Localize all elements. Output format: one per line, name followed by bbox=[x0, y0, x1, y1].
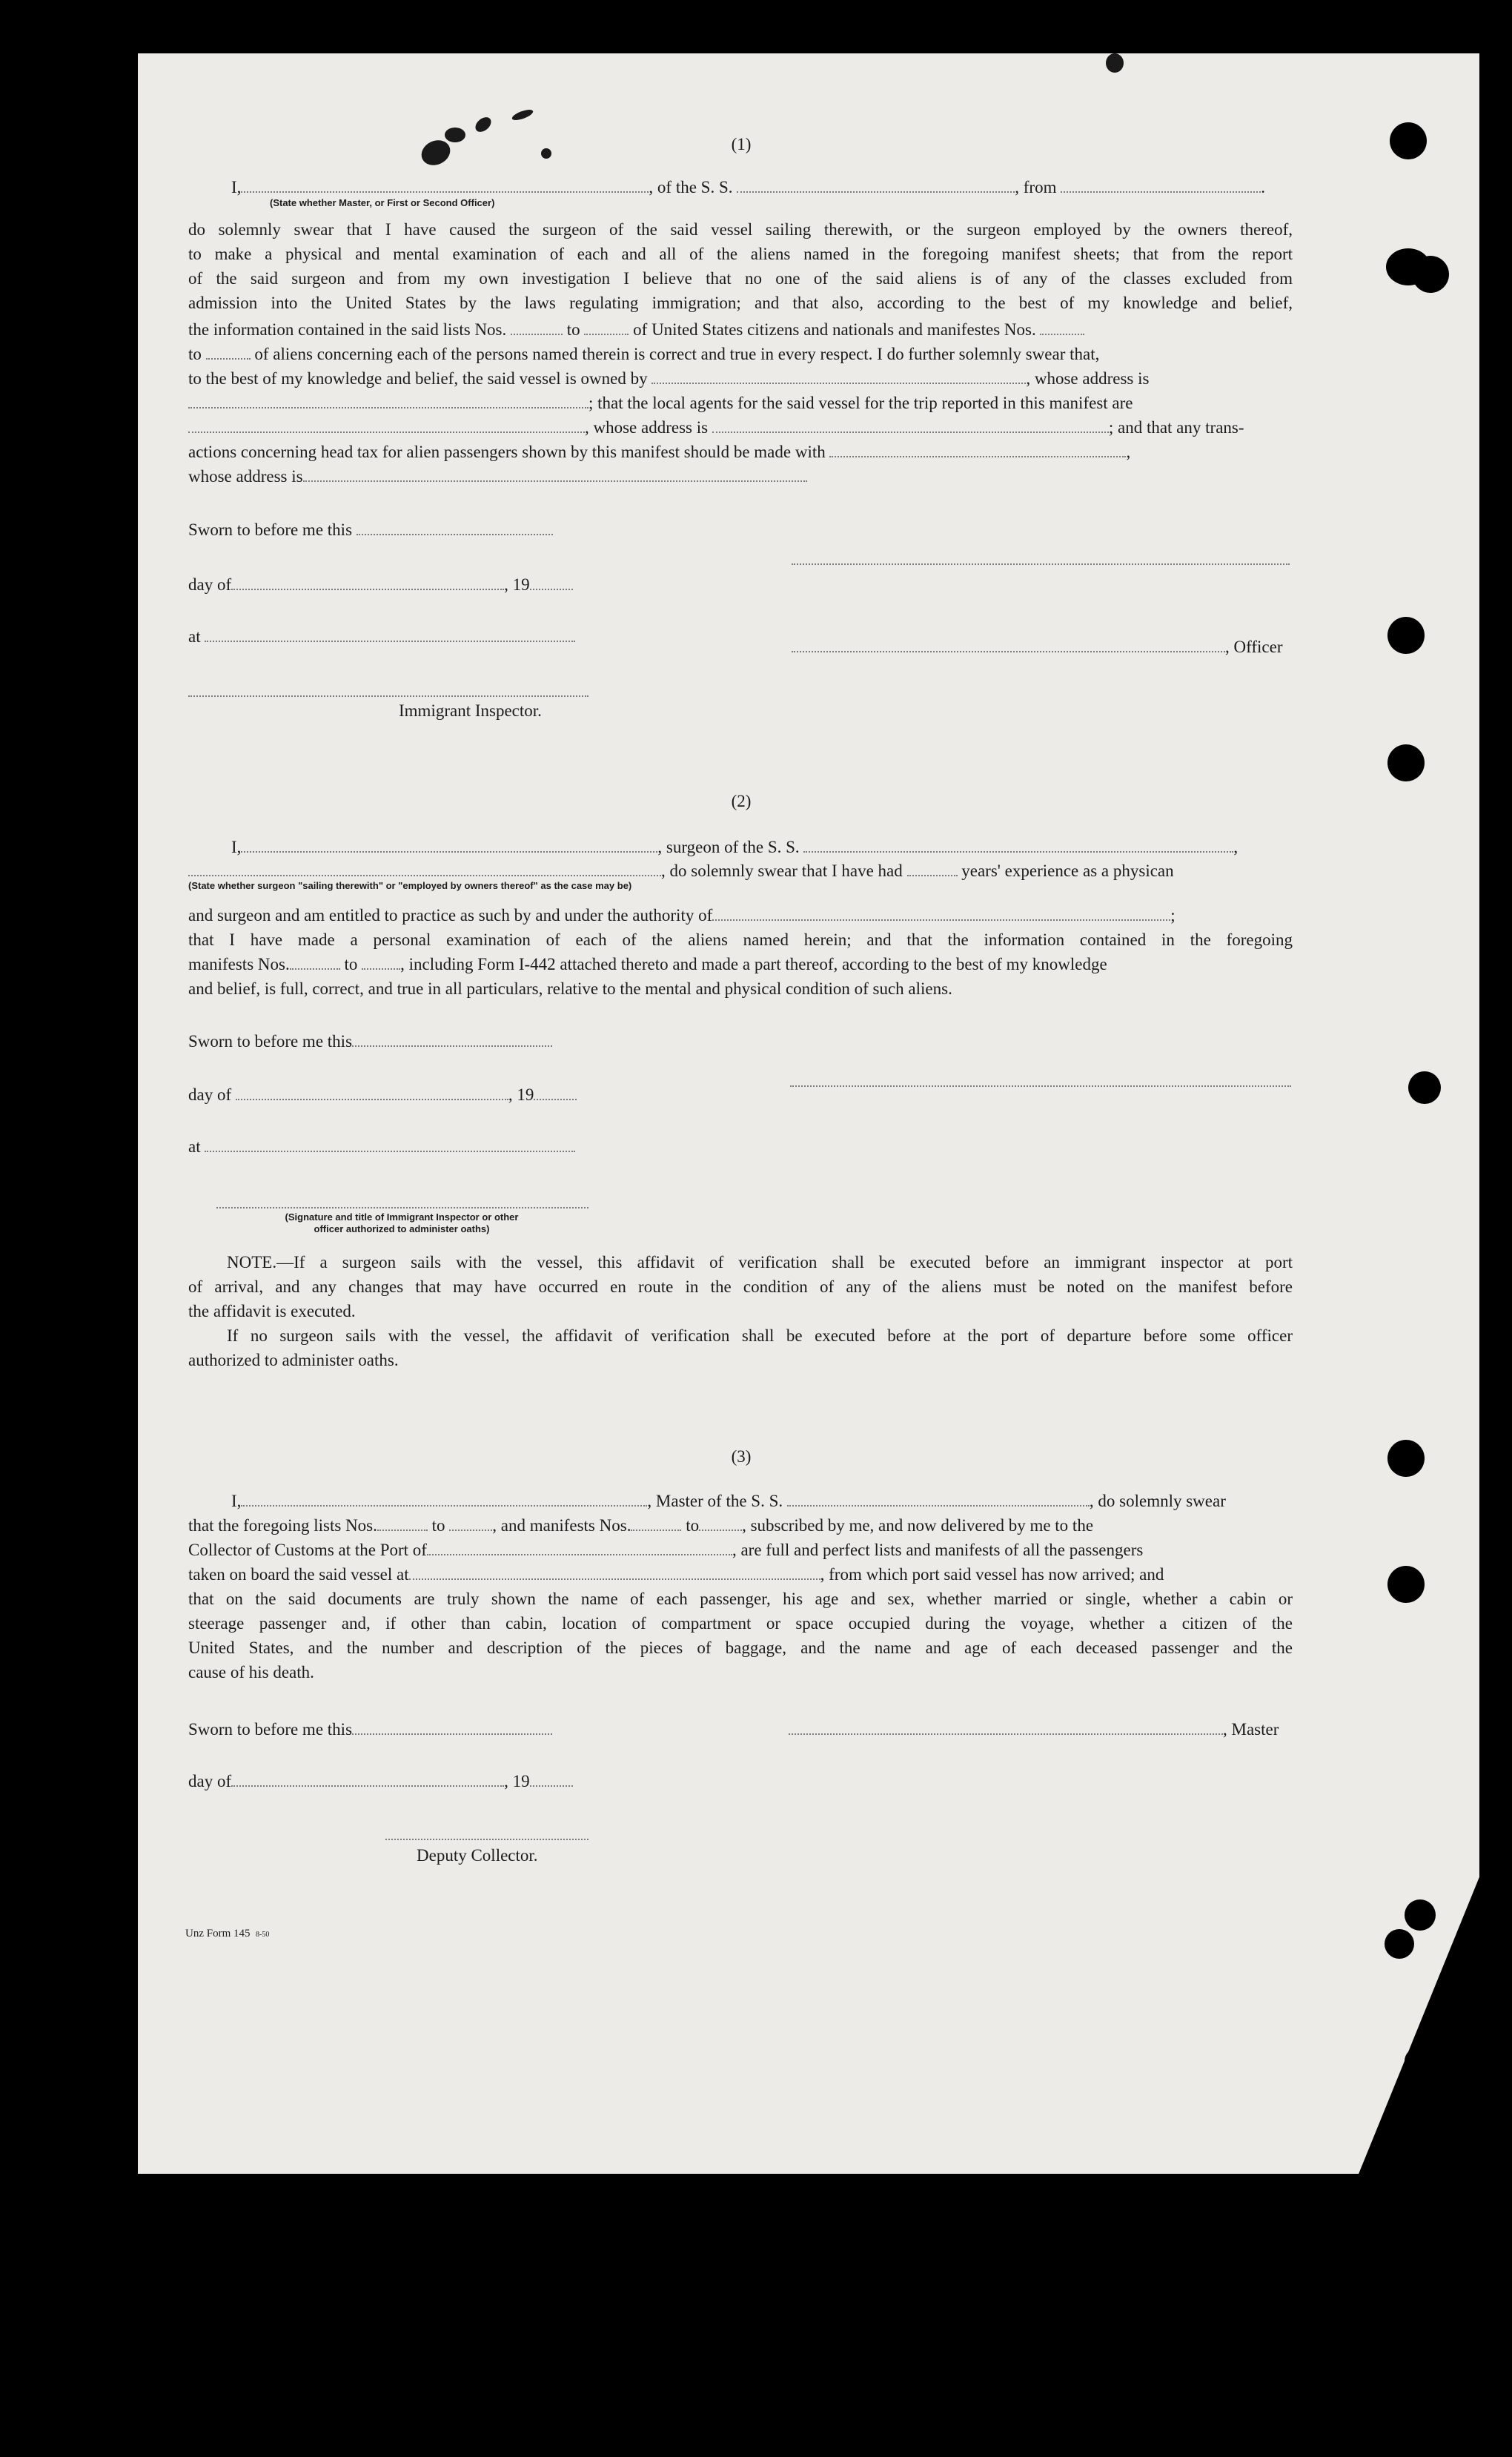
officer-name-field[interactable] bbox=[241, 179, 649, 193]
year-field[interactable] bbox=[534, 1087, 577, 1100]
departure-port-field[interactable] bbox=[1061, 179, 1261, 193]
agents-line: ; that the local agents for the said vessel for the trip reported in this manifest are bbox=[188, 391, 1293, 415]
embarkation-port-field[interactable] bbox=[409, 1567, 820, 1580]
agents-address-field[interactable] bbox=[712, 420, 1109, 433]
note-paragraph: NOTE.—If a surgeon sails with the vessel, this affidavit of verification shall be executed before an immigrant inspector at port of arrival, and any changes that may have occurred en route in the condition of any of the aliens must be noted on the manifest before bbox=[188, 1253, 1293, 1296]
master-signature-field[interactable] bbox=[789, 1722, 1223, 1735]
master-name-field[interactable] bbox=[241, 1493, 647, 1507]
master-signature: , Master bbox=[789, 1717, 1279, 1742]
master-affidavit-line-1: I, , of the S. S. , from . bbox=[231, 178, 1265, 196]
sworn-line: Sworn to before me this bbox=[188, 517, 553, 542]
agents-address-line: , whose address is ; and that any trans- bbox=[188, 415, 1293, 440]
master-declaration-line-2: that the foregoing lists Nos. to , and manifests Nos. to , subscribed by me, and now delivered by me to the bbox=[188, 1516, 1094, 1535]
place-line: at bbox=[188, 1134, 575, 1159]
surgeon-examination-line: that I have made a personal examination of each of the aliens named herein; and that the information contained in the foregoing bbox=[188, 930, 1293, 949]
punch-hole bbox=[1405, 1899, 1436, 1931]
punch-hole bbox=[1408, 1071, 1441, 1104]
place-field[interactable] bbox=[205, 1139, 575, 1152]
punch-hole bbox=[1387, 1440, 1425, 1477]
punch-hole bbox=[1387, 744, 1425, 781]
customs-port-field[interactable] bbox=[427, 1542, 732, 1555]
ink-blot bbox=[445, 128, 465, 142]
master-vessel-field[interactable] bbox=[787, 1493, 1090, 1507]
vessel-name-field[interactable] bbox=[737, 179, 1015, 193]
master-declaration-line-4: taken on board the said vessel at , from which port said vessel has now arrived; and bbox=[188, 1565, 1164, 1584]
years-experience-field[interactable] bbox=[907, 863, 958, 876]
aliens-to-field[interactable] bbox=[206, 346, 251, 360]
master-declaration-line-3: Collector of Customs at the Port of , are full and perfect lists and manifests of all the passengers bbox=[188, 1541, 1144, 1559]
sworn-line: Sworn to before me this bbox=[188, 1717, 552, 1742]
surgeon-name-field[interactable] bbox=[241, 839, 657, 853]
ink-blot bbox=[1106, 53, 1124, 73]
master-declaration-end: cause of his death. bbox=[188, 1663, 314, 1681]
head-tax-line: actions concerning head tax for alien passengers shown by this manifest should be made with , bbox=[188, 443, 1131, 461]
punch-hole bbox=[1385, 1929, 1414, 1959]
master-declaration-body: that on the said documents are truly shown the name of each passenger, his age and sex, whether married or single, whether a cabin or steerage passenger and, if other than cabin, location of compartment or space occupied during the voyage, whether a citizen of the United States, and the number and description of the pieces of baggage, and the name and age of each deceased passenger and the bbox=[188, 1590, 1293, 1657]
note-paragraph-2-end: authorized to administer oaths. bbox=[188, 1351, 399, 1369]
note-paragraph-end: the affidavit is executed. bbox=[188, 1302, 356, 1320]
inspector-signature-line[interactable] bbox=[188, 694, 588, 697]
owner-line: to the best of my knowledge and belief, the said vessel is owned by , whose address is bbox=[188, 369, 1150, 388]
deputy-collector-title: Deputy Collector. bbox=[417, 1846, 538, 1865]
surgeon-vessel-field[interactable] bbox=[803, 839, 1233, 853]
date-line: day of , 19 bbox=[188, 1769, 573, 1793]
punch-hole bbox=[1390, 122, 1427, 159]
section-heading: (2) bbox=[731, 792, 752, 810]
section-heading: (1) bbox=[731, 135, 752, 153]
manifests-to-field[interactable] bbox=[699, 1518, 742, 1531]
manifest-nos-field[interactable] bbox=[1040, 322, 1084, 335]
surgeon-status-note: (State whether surgeon "sailing therewith" or "employed by owners thereof" as the case may be) bbox=[188, 880, 632, 891]
sworn-line: Sworn to before me this bbox=[188, 1029, 552, 1054]
date-line: day of , 19 bbox=[188, 1082, 577, 1107]
place-field[interactable] bbox=[205, 629, 575, 642]
surgeon-affidavit-line-1: I, , surgeon of the S. S. , bbox=[231, 838, 1239, 856]
month-field[interactable] bbox=[231, 577, 504, 590]
surgeon-status-field[interactable] bbox=[188, 863, 661, 876]
surgeon-manifests-line: manifests Nos. to , including Form I-442 attached thereto and made a part thereof, according to the best of my knowledge bbox=[188, 955, 1107, 973]
inspector-signature-line[interactable] bbox=[216, 1206, 588, 1208]
punch-hole bbox=[1387, 1566, 1425, 1603]
place-line: at bbox=[188, 624, 575, 649]
sworn-day-field[interactable] bbox=[352, 1034, 552, 1047]
deputy-signature-line[interactable] bbox=[385, 1837, 588, 1840]
signature-title-note: (Signature and title of Immigrant Inspector or other officer authorized to administer oaths) bbox=[285, 1211, 519, 1234]
lists-to-field[interactable] bbox=[584, 322, 629, 335]
head-tax-address-field[interactable] bbox=[303, 469, 807, 482]
authority-field[interactable] bbox=[712, 907, 1170, 921]
owner-address-field[interactable] bbox=[188, 395, 588, 409]
note-paragraph-2: If no surgeon sails with the vessel, the affidavit of verification shall be executed before at the port of departure before some officer bbox=[227, 1326, 1293, 1345]
agents-field[interactable] bbox=[188, 420, 585, 433]
officer-rank-note: (State whether Master, or First or Second Officer) bbox=[270, 197, 495, 208]
ink-blot bbox=[541, 148, 551, 159]
head-tax-address-line: whose address is bbox=[188, 464, 807, 489]
month-field[interactable] bbox=[236, 1087, 508, 1100]
year-field[interactable] bbox=[530, 577, 573, 590]
master-affidavit-body: do solemnly swear that I have caused the surgeon of the said vessel sailing therewith, or the surgeon employed by the owners thereof, to make a physical and mental examination of each and all of the aliens named in the foregoing manifest sheets; that from the report of the said surgeon and from my own investigation I believe that no one of the said aliens is of any of the classes excluded from admission into the United States by the laws regulating immigration; and that also, according to the best of my knowledge and belief, bbox=[188, 220, 1293, 312]
month-field[interactable] bbox=[231, 1773, 504, 1787]
surgeon-affidavit-line-2: , do solemnly swear that I have had years' experience as a physican bbox=[188, 859, 1293, 883]
officer-signature-field[interactable] bbox=[792, 639, 1225, 652]
form-number: Unz Form 145 8-50 bbox=[185, 1928, 270, 1940]
lists-from-field[interactable] bbox=[511, 322, 563, 335]
surgeon-manifest-from-field[interactable] bbox=[290, 956, 340, 970]
lists-to-field[interactable] bbox=[449, 1518, 492, 1531]
sworn-day-field[interactable] bbox=[352, 1722, 552, 1735]
inspector-title: Immigrant Inspector. bbox=[399, 701, 542, 720]
section-heading: (3) bbox=[731, 1447, 752, 1466]
lists-from-field[interactable] bbox=[377, 1518, 428, 1531]
punch-hole bbox=[1405, 2048, 1431, 2074]
sworn-day-field[interactable] bbox=[357, 522, 553, 535]
punch-hole bbox=[1387, 617, 1425, 654]
year-field[interactable] bbox=[530, 1773, 573, 1787]
surgeon-belief-line: and belief, is full, correct, and true in all particulars, relative to the mental and physical condition of such aliens. bbox=[188, 979, 952, 998]
head-tax-agent-field[interactable] bbox=[829, 444, 1126, 457]
officer-signature: , Officer bbox=[792, 635, 1282, 659]
officer-signature-line[interactable] bbox=[792, 562, 1290, 565]
surgeon-signature-line[interactable] bbox=[790, 1084, 1291, 1087]
master-declaration-line-1: I, , Master of the S. S. , do solemnly swear bbox=[231, 1492, 1226, 1510]
date-line: day of , 19 bbox=[188, 572, 573, 597]
manifests-from-field[interactable] bbox=[631, 1518, 681, 1531]
owner-field[interactable] bbox=[651, 371, 1026, 384]
punch-hole bbox=[1412, 256, 1449, 293]
surgeon-authority-line: and surgeon and am entitled to practice as such by and under the authority of ; bbox=[188, 906, 1176, 925]
lists-numbers-line: the information contained in the said lists Nos. to of United States citizens and nationals and manifestes Nos. bbox=[188, 317, 1293, 342]
aliens-line: to of aliens concerning each of the persons named therein is correct and true in every respect. I do further solemnly swear that, bbox=[188, 345, 1100, 363]
surgeon-manifest-to-field[interactable] bbox=[362, 956, 400, 970]
